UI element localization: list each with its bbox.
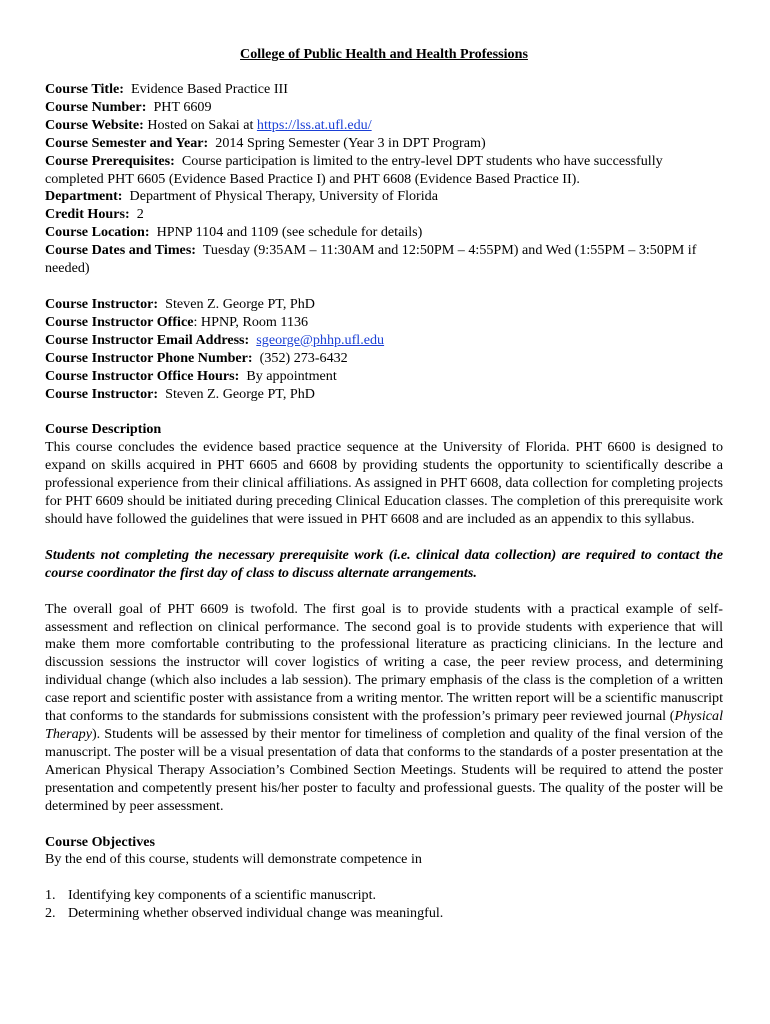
course-semester-line (45, 135, 723, 153)
course-website-line (45, 117, 723, 135)
objective-text: Identifying key components of a scientific manuscript. (68, 887, 377, 904)
department-label: Department: (45, 188, 123, 205)
credit-hours-value: 2 (136, 206, 144, 223)
instructor-email-label: Course Instructor Email Address: (45, 331, 250, 348)
prerequisite-warning: Students not completing the necessary prerequisite work (i.e. clinical data collection) are required to contact the course coordinator the first day of class to discuss alternate arrangements. (45, 546, 723, 581)
course-website-prefix: Hosted on Sakai at (147, 116, 254, 133)
objective-text: Determining whether observed individual change was meaningful. (68, 905, 444, 922)
course-title-value: Evidence Based Practice III (131, 81, 288, 97)
course-prereq-label: Course Prerequisites: (45, 152, 175, 169)
instructor-label: Course Instructor: (45, 295, 159, 312)
instructor-office-value: : HPNP, Room 1136 (193, 313, 309, 330)
course-goal-paragraph (45, 601, 723, 816)
course-number-label: Course Number: (45, 98, 147, 115)
description-heading: Course Description (45, 421, 162, 438)
instructor-office-line (45, 314, 723, 332)
course-title-label: Course Title: (45, 81, 124, 97)
course-number-value: PHT 6609 (153, 98, 212, 115)
instructor-email-line (45, 332, 723, 350)
description-body: This course concludes the evidence based practice sequence at the University of Florida. PHT 6600 is designed to expand on skills acquired in PHT 6605 and 6608 by providing students the opportunity to scientifically describe a professional experience from their clinical affiliations. As assigned in PHT 6608, data collection for completing projects for PHT 6609 should be initiated during preceding Clinical Education classes. The completion of this prerequisite work should have followed the guidelines that were issued in PHT 6608 and are included as an appendix to this syllabus. (45, 439, 723, 527)
goal-text-part1: The overall goal of PHT 6609 is twofold. The first goal is to provide students with a practical example of self-assessment and reflection on clinical performance. The second goal is to provide students with experience that will make them more comfortable contributing to the professional literature as practicing clinicians. In the lecture and discussion sessions the instructor will cover logistics of writing a case, the peer review process, and determining individual change (which also includes a lab session). The primary emphasis of the class is the completion of a written case report and scientific poster with assistance from a writing mentor. The written report will be a scientific manuscript that conforms to the standards for submissions consistent with the profession’s primary peer reviewed journal ( (45, 600, 723, 725)
spacer (45, 529, 723, 547)
objective-number: 1. (45, 887, 56, 904)
course-location-line (45, 224, 723, 242)
goal-journal-name: Physical Therapy (45, 708, 723, 742)
department-value: Department of Physical Therapy, University of Florida (129, 188, 438, 205)
course-location-label: Course Location: (45, 224, 150, 241)
instructor-hours-line (45, 368, 723, 386)
objectives-list (45, 887, 723, 923)
objective-number: 2. (45, 905, 56, 922)
spacer (45, 278, 723, 296)
course-title-line (45, 81, 723, 99)
instructor-block (45, 296, 723, 403)
credit-hours-label: Credit Hours: (45, 206, 130, 223)
instructor-line (45, 296, 723, 314)
instructor-label-2: Course Instructor: (45, 385, 159, 402)
department-line (45, 188, 723, 206)
course-prereq-line (45, 153, 723, 189)
objectives-intro: By the end of this course, students will demonstrate competence in (45, 851, 422, 868)
spacer (45, 403, 723, 421)
instructor-phone-value: (352) 273-6432 (259, 349, 348, 366)
course-website-label: Course Website: (45, 116, 144, 133)
course-dates-label: Course Dates and Times: (45, 242, 196, 259)
instructor-phone-label: Course Instructor Phone Number: (45, 349, 253, 366)
objective-item (45, 887, 723, 905)
instructor-value: Steven Z. George PT, PhD (165, 295, 315, 312)
course-website-link[interactable]: https://lss.at.ufl.edu/ (256, 116, 372, 133)
instructor-hours-value: By appointment (246, 367, 337, 384)
course-dates-value: Tuesday (9:35AM – 11:30AM and 12:50PM – 4:55PM) and Wed (1:55PM – 3:50PM if needed) (45, 242, 697, 277)
instructor-value-2: Steven Z. George PT, PhD (165, 385, 315, 402)
spacer (45, 583, 723, 601)
instructor-email-link[interactable]: sgeorge@phhp.ufl.edu (256, 331, 385, 348)
instructor-hours-label: Course Instructor Office Hours: (45, 367, 240, 384)
course-semester-label: Course Semester and Year: (45, 134, 209, 151)
objectives-heading: Course Objectives (45, 833, 155, 850)
spacer (45, 816, 723, 834)
course-location-value: HPNP 1104 and 1109 (see schedule for details) (156, 224, 423, 241)
credit-hours-line (45, 206, 723, 224)
instructor-phone-line (45, 350, 723, 368)
page-title: College of Public Health and Health Professions (240, 46, 528, 62)
description-section (45, 421, 723, 528)
objectives-section (45, 834, 723, 924)
objective-item (45, 905, 723, 923)
course-number-line (45, 99, 723, 117)
goal-text-part2: ). Students will be assessed by their mentor for timeliness of completion and quality of the final version of the manuscript. The poster will be a visual presentation of data that conforms to the standards of a poster presentation at the American Physical Therapy Association’s Combined Section Meetings. Students will be required to attend the poster presentation and competently present his/her poster to faculty and professional guests. The quality of the poster will be determined by peer assessment. (45, 726, 723, 814)
spacer (45, 869, 723, 887)
course-semester-value: 2014 Spring Semester (Year 3 in DPT Program) (215, 134, 486, 151)
instructor-office-label: Course Instructor Office (45, 313, 194, 330)
course-prereq-value: Course participation is limited to the entry-level DPT students who have successfully completed PHT 6605 (Evidence Based Practice I) and PHT 6608 (Evidence Based Practice II). (45, 152, 663, 187)
instructor-line-2 (45, 386, 723, 404)
page-content (45, 46, 723, 923)
course-dates-line (45, 242, 723, 278)
course-info-block (45, 81, 723, 278)
